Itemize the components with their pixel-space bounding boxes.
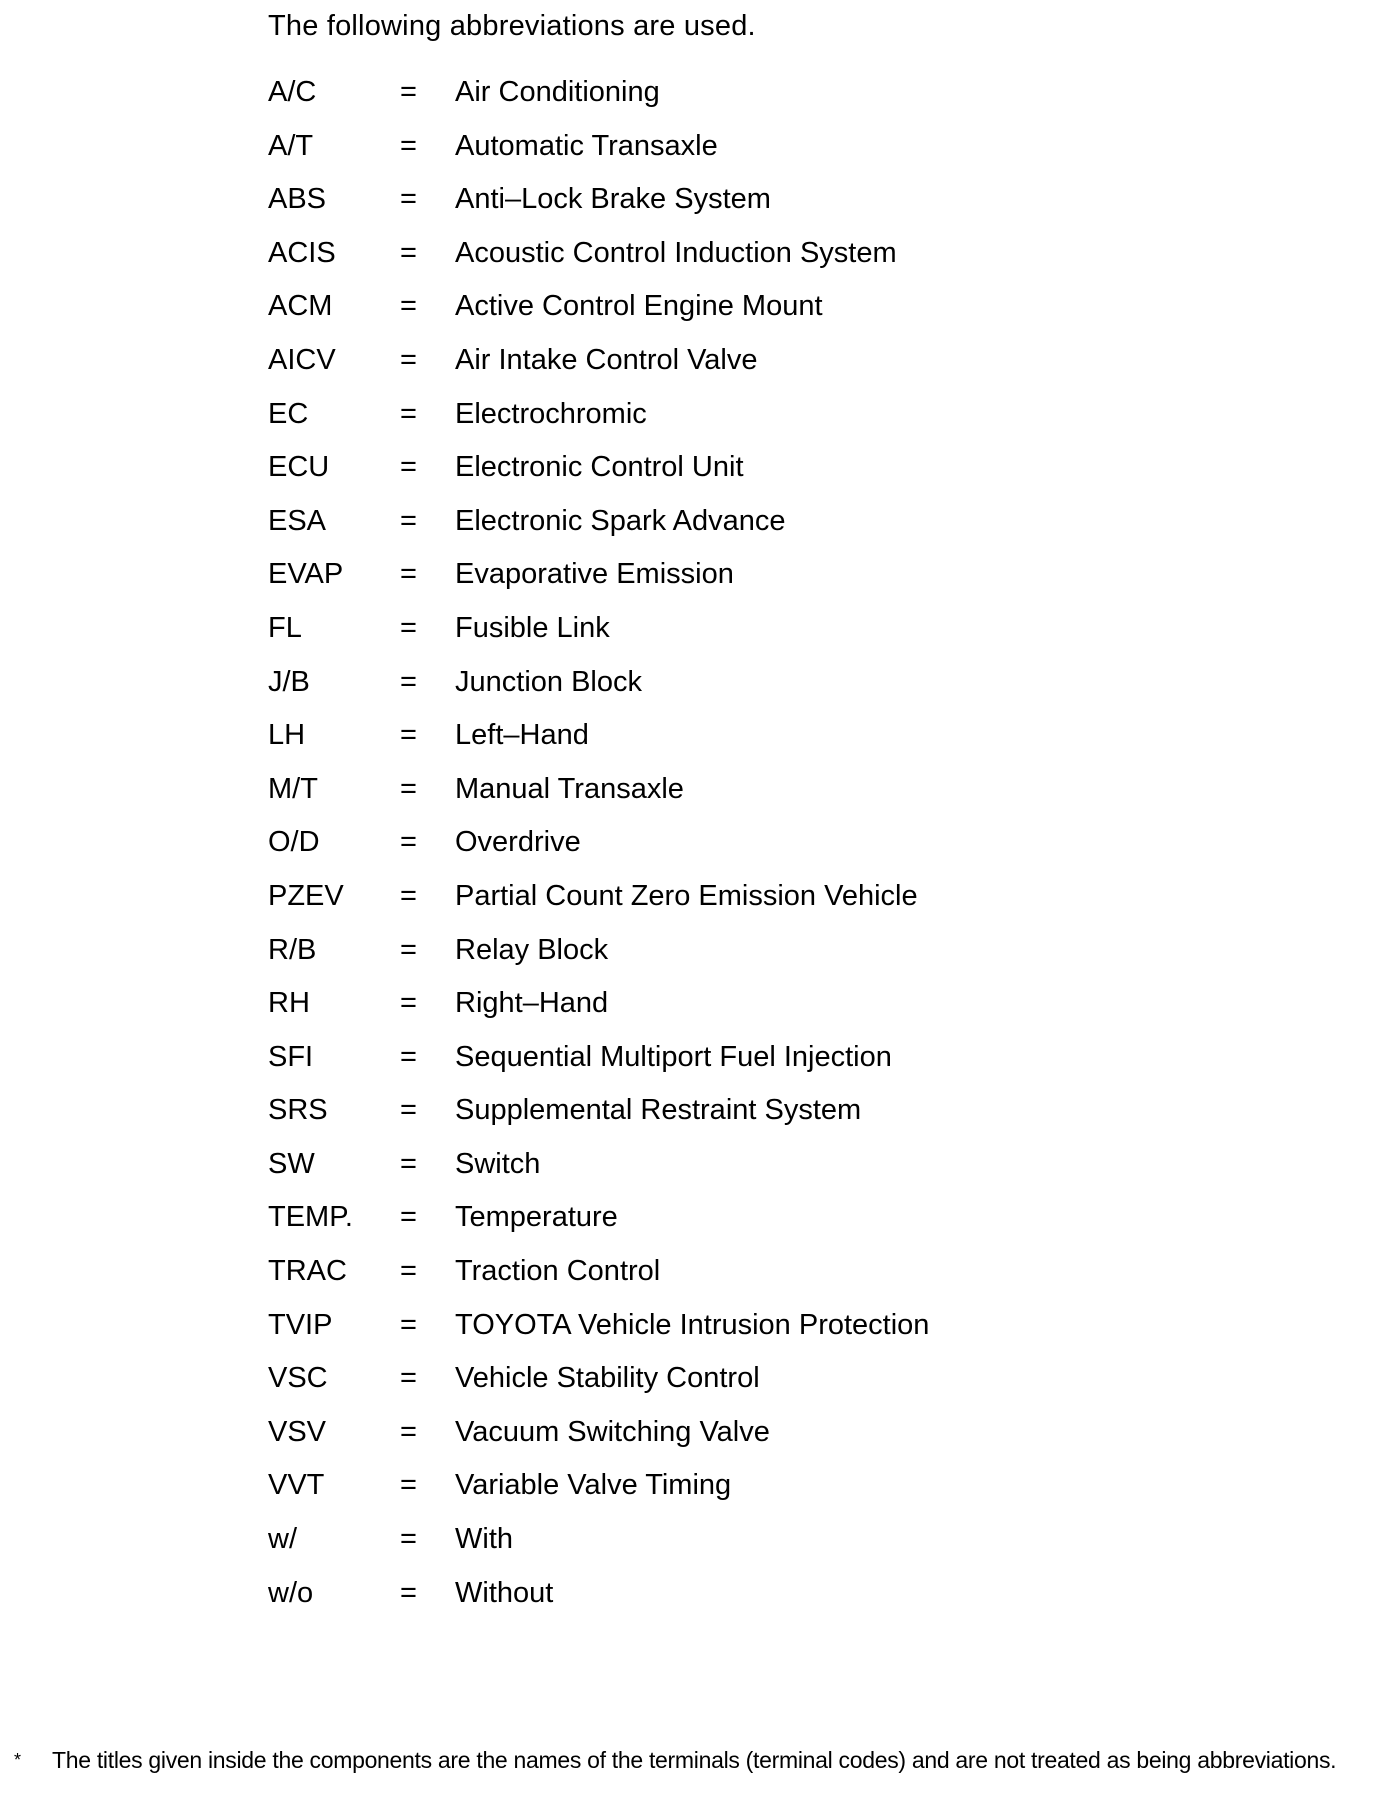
abbreviation-row [268, 1412, 929, 1466]
abbreviation-term: O/D [268, 826, 320, 859]
equals-sign: = [400, 1308, 417, 1341]
equals-sign: = [400, 1040, 417, 1073]
equals-sign: = [400, 183, 417, 216]
abbreviation-row [268, 72, 929, 126]
abbreviation-row [268, 554, 929, 608]
abbreviation-row [268, 715, 929, 769]
abbreviation-row [268, 876, 929, 930]
equals-sign: = [400, 76, 417, 108]
abbreviation-definition: Junction Block [455, 665, 642, 698]
equals-sign: = [400, 290, 417, 323]
abbreviation-term: TEMP. [268, 1201, 353, 1234]
abbreviation-term: VVT [268, 1469, 325, 1502]
equals-sign: = [400, 1362, 417, 1395]
abbreviation-definition: Air Conditioning [455, 76, 660, 108]
equals-sign: = [400, 665, 417, 698]
abbreviation-definition: Partial Count Zero Emission Vehicle [455, 879, 918, 912]
abbreviation-row [268, 1358, 929, 1412]
footnote [12, 1747, 1382, 1774]
abbreviation-definition: Automatic Transaxle [455, 129, 718, 162]
abbreviation-term: SFI [268, 1040, 314, 1073]
abbreviation-term: EC [268, 397, 309, 430]
abbreviation-definition: TOYOTA Vehicle Intrusion Protection [455, 1308, 930, 1341]
abbreviation-definition: Active Control Engine Mount [455, 290, 823, 323]
equals-sign: = [400, 1094, 417, 1127]
abbreviation-row [268, 179, 929, 233]
abbreviation-term: A/T [268, 129, 314, 162]
equals-sign: = [400, 1469, 417, 1502]
abbreviation-row [268, 1144, 929, 1198]
abbreviation-term: ABS [268, 183, 327, 216]
equals-sign: = [400, 558, 417, 591]
equals-sign: = [400, 879, 417, 912]
equals-sign: = [400, 397, 417, 430]
abbreviation-term: J/B [268, 665, 310, 698]
abbreviation-term: ACIS [268, 236, 336, 269]
abbreviation-term: FL [268, 611, 302, 644]
abbreviation-term: TVIP [268, 1308, 333, 1341]
abbreviation-term: SRS [268, 1094, 328, 1127]
abbreviation-definition: Traction Control [455, 1255, 661, 1288]
abbreviation-definition: Manual Transaxle [455, 772, 684, 805]
abbreviation-term: ESA [268, 504, 327, 537]
abbreviation-definition: Supplemental Restraint System [455, 1094, 862, 1127]
abbreviation-row [268, 1465, 929, 1519]
equals-sign: = [400, 1576, 417, 1609]
equals-sign: = [400, 719, 417, 752]
abbreviation-term: ACM [268, 290, 333, 323]
abbreviation-row [268, 608, 929, 662]
abbreviation-definition: Fusible Link [455, 611, 610, 644]
abbreviation-definition: Temperature [455, 1201, 618, 1234]
footnote-text: The titles given inside the components are the names of the terminals (terminal codes) and are not treated as being abbreviations. [52, 1747, 1337, 1773]
abbreviation-row [268, 1197, 929, 1251]
equals-sign: = [400, 1415, 417, 1448]
footnote-asterisk: * [14, 1750, 21, 1770]
abbreviation-definition: Electronic Control Unit [455, 451, 744, 484]
abbreviation-term: ECU [268, 451, 330, 484]
abbreviation-row [268, 1305, 929, 1359]
abbreviation-definition: Air Intake Control Valve [455, 343, 758, 376]
abbreviation-term: R/B [268, 933, 317, 966]
abbreviation-definition: Vehicle Stability Control [455, 1362, 760, 1395]
abbreviation-term: A/C [268, 76, 317, 108]
equals-sign: = [400, 504, 417, 537]
abbreviation-definition: Relay Block [455, 933, 609, 966]
abbreviation-row [268, 930, 929, 984]
abbreviation-definition: Sequential Multiport Fuel Injection [455, 1040, 892, 1073]
abbreviation-row [268, 233, 929, 287]
abbreviation-term: SW [268, 1147, 315, 1180]
abbreviation-definition: Overdrive [455, 826, 581, 859]
equals-sign: = [400, 343, 417, 376]
equals-sign: = [400, 987, 417, 1020]
abbreviation-term: PZEV [268, 879, 344, 912]
abbreviation-term: TRAC [268, 1255, 347, 1288]
equals-sign: = [400, 1523, 417, 1556]
abbreviation-row [268, 662, 929, 716]
equals-sign: = [400, 451, 417, 484]
abbreviation-definition: Without [455, 1576, 554, 1609]
abbreviation-row [268, 1251, 929, 1305]
abbreviation-row [268, 447, 929, 501]
abbreviation-list [268, 72, 929, 1626]
abbreviation-term: EVAP [268, 558, 344, 591]
abbreviation-definition: Electronic Spark Advance [455, 504, 786, 537]
abbreviation-definition: Right–Hand [455, 987, 609, 1020]
abbreviation-row [268, 1090, 929, 1144]
equals-sign: = [400, 1255, 417, 1288]
equals-sign: = [400, 933, 417, 966]
equals-sign: = [400, 1147, 417, 1180]
abbreviation-term: LH [268, 719, 306, 752]
abbreviation-definition: With [455, 1523, 513, 1556]
abbreviation-definition: Evaporative Emission [455, 558, 734, 591]
equals-sign: = [400, 772, 417, 805]
equals-sign: = [400, 236, 417, 269]
abbreviation-definition: Left–Hand [455, 719, 589, 752]
abbreviation-definition: Electrochromic [455, 397, 647, 430]
abbreviation-term: AICV [268, 343, 336, 376]
abbreviation-definition: Switch [455, 1147, 541, 1180]
equals-sign: = [400, 611, 417, 644]
abbreviation-term: M/T [268, 772, 318, 805]
abbreviation-definition: Variable Valve Timing [455, 1469, 732, 1502]
abbreviation-term: RH [268, 987, 310, 1020]
abbreviation-row [268, 394, 929, 448]
abbreviation-definition: Vacuum Switching Valve [455, 1415, 770, 1448]
abbreviation-row [268, 1037, 929, 1091]
abbreviation-row [268, 340, 929, 394]
abbreviation-row [268, 1519, 929, 1573]
abbreviation-row [268, 286, 929, 340]
abbreviation-row [268, 822, 929, 876]
abbreviation-row [268, 126, 929, 180]
intro-text: The following abbreviations are used. [268, 10, 756, 42]
abbreviation-definition: Acoustic Control Induction System [455, 236, 897, 269]
abbreviation-row [268, 769, 929, 823]
abbreviation-term: w/ [268, 1523, 297, 1556]
abbreviation-term: w/o [268, 1576, 314, 1609]
abbreviation-row [268, 501, 929, 555]
abbreviation-row [268, 1573, 929, 1627]
abbreviation-row [268, 983, 929, 1037]
equals-sign: = [400, 129, 417, 162]
abbreviation-definition: Anti–Lock Brake System [455, 183, 771, 216]
equals-sign: = [400, 1201, 417, 1234]
equals-sign: = [400, 826, 417, 859]
abbreviation-term: VSV [268, 1415, 327, 1448]
abbreviation-term: VSC [268, 1362, 328, 1395]
